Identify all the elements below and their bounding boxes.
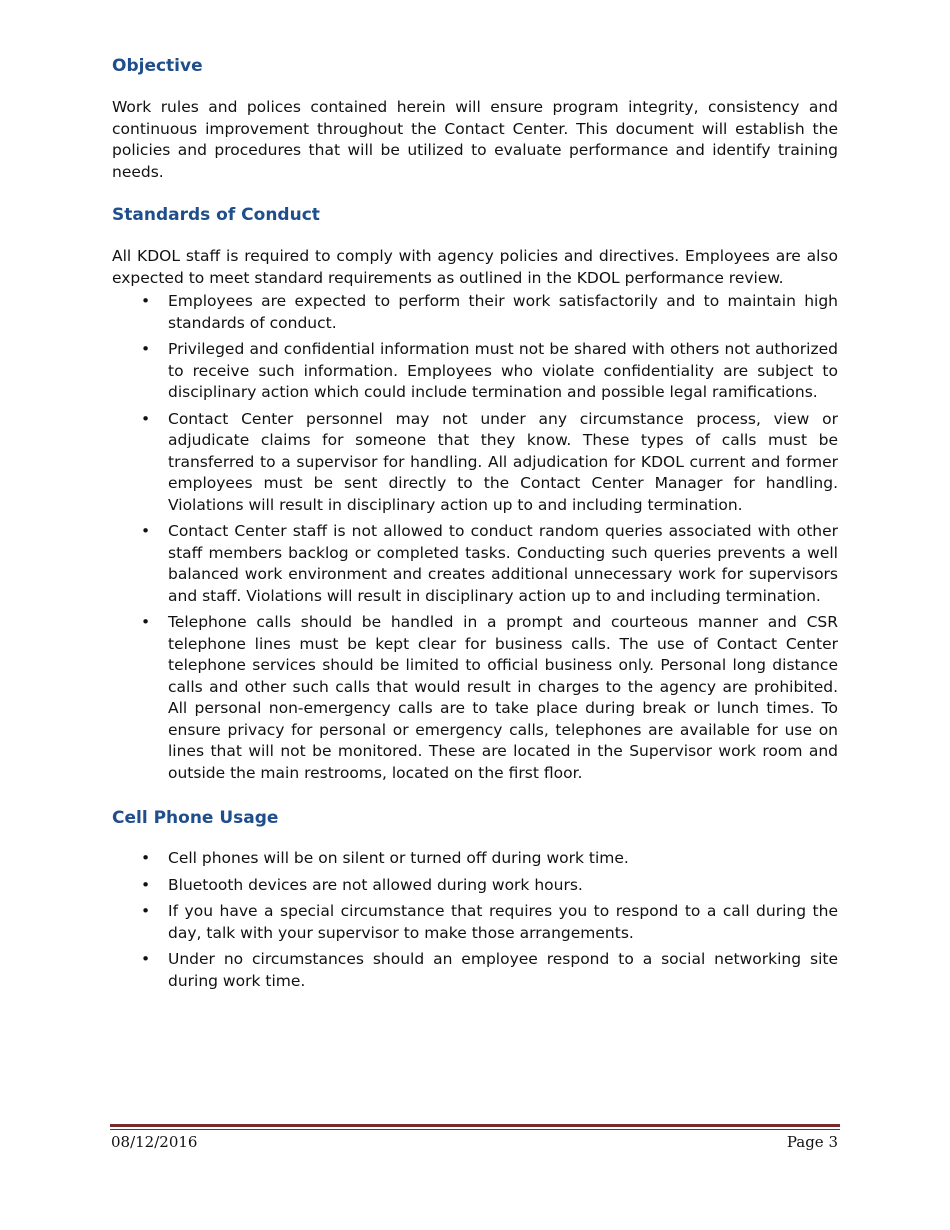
list-item — [112, 875, 838, 897]
bullet-icon: • — [141, 902, 151, 920]
heading-objective: Objective — [112, 56, 203, 76]
bullet-icon: • — [141, 409, 151, 428]
list-item-text: Contact Center personnel may not under any circumstance process, view or adjudicate claims for someone that they know. These types of calls must be transferred to a supervisor for handling. All adjudication for KDOL current and former employees must be sent directly to the Contact Center Manager for handling. Violations will result in disciplinary action up to and including termination. — [168, 409, 838, 514]
list-item — [112, 409, 838, 517]
list-item-text: Telephone calls should be handled in a prompt and courteous manner and CSR telephone lines must be kept clear for business calls. The use of Contact Center telephone services should be limited to official business only. Personal long distance calls and other such calls that would result in charges to the agency are prohibited. All personal non-emergency calls are to take place during break or lunch times. To ensure privacy for personal or emergency calls, telephones are available for use on lines that will not be monitored. These are located in the Supervisor work room and outside the main restrooms, located on the first floor. — [168, 613, 838, 782]
conduct-paragraph: All KDOL staff is required to comply with agency policies and directives. Employees are also expected to meet standard requirements as outlined in the KDOL performance review. — [112, 247, 838, 287]
list-item — [112, 901, 838, 944]
bullet-icon: • — [141, 292, 151, 310]
document-page — [112, 54, 838, 997]
list-item — [112, 291, 838, 334]
list-item — [112, 848, 838, 870]
list-item — [112, 521, 838, 607]
heading-cell-phone-usage: Cell Phone Usage — [112, 808, 279, 828]
list-item — [112, 949, 838, 992]
list-item-text: Under no circumstances should an employee respond to a social networking site during work time. — [168, 950, 838, 990]
bullet-icon: • — [141, 522, 151, 540]
list-item-text: Employees are expected to perform their work satisfactorily and to maintain high standards of conduct. — [168, 292, 838, 332]
objective-paragraph: Work rules and polices contained herein will ensure program integrity, consistency and continuous improvement throughout the Contact Center. This document will establish the policies and procedures that will be utilized to evaluate performance and identify training needs. — [112, 98, 838, 181]
list-item-text: Privileged and confidential information must not be shared with others not authorized to receive such information. Employees who violate confidentiality are subject to disciplinary action which could include termination and possible legal ramifications. — [168, 340, 838, 401]
bullet-icon: • — [141, 875, 151, 894]
conduct-bullet-list — [112, 291, 838, 784]
footer-divider-thin — [110, 1129, 840, 1130]
list-item-text: If you have a special circumstance that requires you to respond to a call during the day, talk with your supervisor to make those arrangements. — [168, 902, 838, 942]
bullet-icon: • — [141, 613, 151, 631]
section-standards-of-conduct — [112, 203, 838, 784]
list-item-text: Contact Center staff is not allowed to conduct random queries associated with other staff members backlog or completed tasks. Conducting such queries prevents a well balanced work environment and creates additional unnecessary work for supervisors and staff. Violations will result in disciplinary action up to and including termination. — [168, 522, 838, 605]
heading-standards-of-conduct: Standards of Conduct — [112, 205, 320, 225]
footer-date: 08/12/2016 — [111, 1133, 198, 1151]
section-cell-phone-usage — [112, 806, 838, 992]
footer-divider — [110, 1124, 840, 1127]
bullet-icon: • — [141, 849, 151, 867]
bullet-icon: • — [141, 950, 151, 968]
list-item-text: Cell phones will be on silent or turned off during work time. — [168, 849, 629, 867]
list-item-text: Bluetooth devices are not allowed during work hours. — [168, 875, 583, 894]
list-item — [112, 612, 838, 784]
cell-phone-bullet-list — [112, 848, 838, 992]
list-item — [112, 339, 838, 404]
bullet-icon: • — [141, 340, 151, 358]
footer-page-number: Page 3 — [786, 1133, 838, 1151]
section-objective — [112, 54, 838, 183]
